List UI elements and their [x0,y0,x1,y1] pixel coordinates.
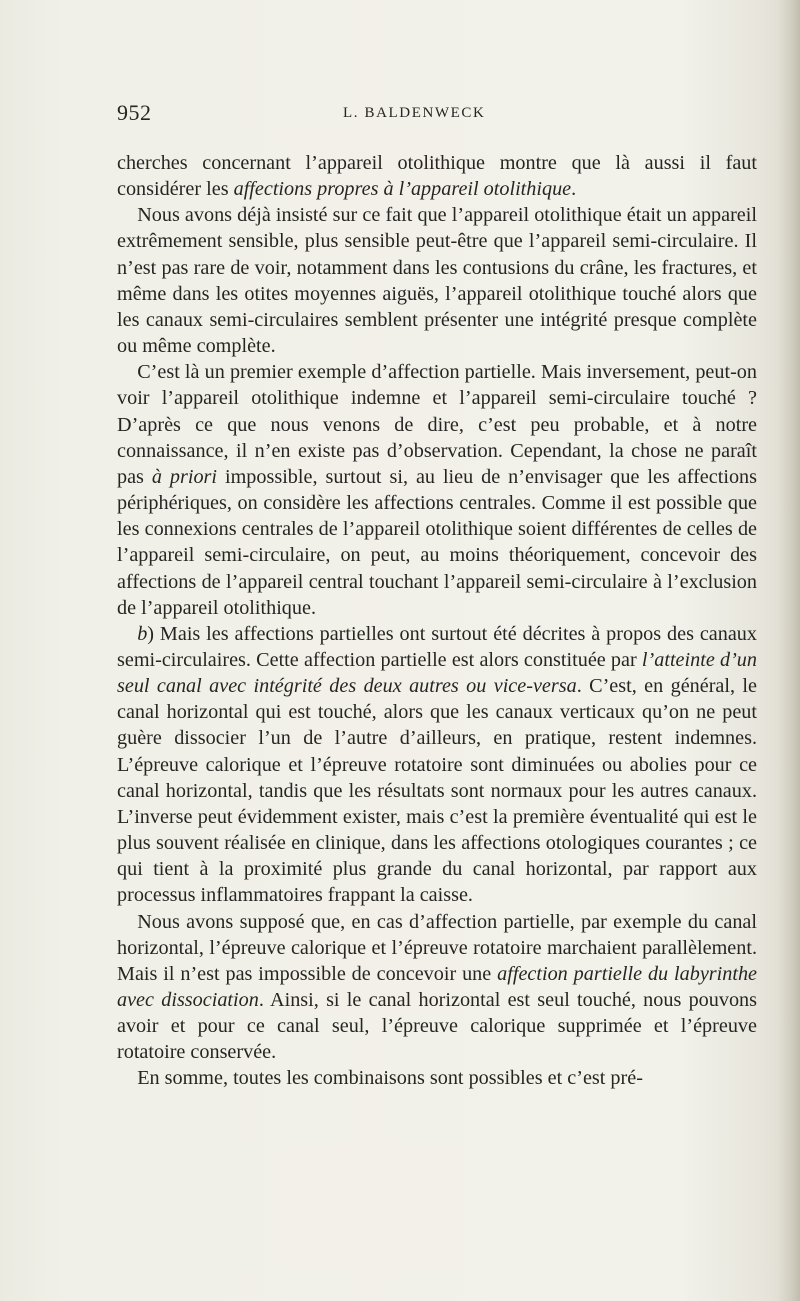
italic-run: affections propres à l’appareil otolithique [233,178,572,201]
text-run: En somme, toutes les combinaisons sont possibles et c’est pré- [137,1067,643,1090]
italic-run: à priori [151,465,218,488]
paragraph [117,359,757,621]
italic-run: b [137,622,148,645]
text-run: ) Mais les affections partielles ont surtout été décrites à propos des canaux semi-circulaires. Cette affection partielle est alors constituée par [117,622,757,671]
text-run: Nous avons déjà insisté sur ce fait que l’appareil otolithique était un appareil extrêmement sensible, plus sensible peut-être que l’appareil semi-circulaire. Il n’est pas rare de voir, notamment dans les contusions du crâne, les fractures, et même dans les otites moyennes aiguës, l’appareil otolithique touché alors que les canaux semi-circulaires semblent présenter une intégrité presque complète ou même complète. [117,204,757,358]
body-text [117,150,757,1092]
text-run: . C’est, en général, le canal horizontal qui est touché, alors que les canaux verticaux qu’on ne peut guère dissocier l’un de l’autre d’ailleurs, en pratique, restent indemnes. L’épreuve calorique et l’épreuve rotatoire sont diminuées ou abolies pour ce canal horizontal, tandis que les résultats sont normaux pour les autres canaux. L’inverse peut évidemment exister, mais c’est la première éventualité qui est le plus souvent réalisée en clinique, dans les affections otologiques courantes ; ce qui tient à la proximité plus grande du canal horizontal, par rapport aux processus inflammatoires frappant la caisse. [117,675,757,907]
italic-run: affection partielle du labyrinthe avec dissociation [117,962,758,1011]
italic-run: l’atteinte d’un seul canal avec intégrité des deux autres ou vice-versa [117,648,757,698]
paragraph [117,150,757,202]
page-number: 952 [117,100,152,125]
page-edge-shadow [778,0,800,1301]
text-run: impossible, surtout si, au lieu de n’envisager que les affections périphériques, on considère les affections centrales. Comme il est possible que les connexions centrales de l’appareil otolithique soient différentes de celles de l’appareil semi-circulaire, on peut, au moins théoriquement, concevoir des affections de l’appareil central touchant l’appareil semi-circulaire à l’exclusion de l’appareil otolithique. [117,465,757,619]
paragraph [117,1065,757,1091]
text-run: . Ainsi, si le canal horizontal est seul touché, nous pouvons avoir et pour ce canal seul, l’épreuve calorique supprimée et l’épreuve rotatoire conservée. [117,989,757,1064]
paragraph [117,202,757,359]
text-run: cherches concernant l’appareil otolithique montre que là aussi il faut considérer les [117,152,757,201]
text-run: . [571,178,577,201]
page-header [117,100,757,130]
text-run: Nous avons supposé que, en cas d’affection partielle, par exemple du canal horizontal, l’épreuve calorique et l’épreuve rotatoire marchaient parallèlement. Mais il n’est pas impossible de concevoir une [117,910,757,985]
paragraph [117,909,757,1066]
paragraph [117,621,757,909]
running-head: L. BALDENWECK [343,105,486,121]
text-run: C’est là un premier exemple d’affection partielle. Mais inversement, peut-on voir l’appareil otolithique indemne et l’appareil semi-circulaire touché ? D’après ce que nous venons de dire, c’est peu probable, et à notre connaissance, il n’en existe pas d’observation. Cependant, la chose ne paraît pas [117,361,757,488]
